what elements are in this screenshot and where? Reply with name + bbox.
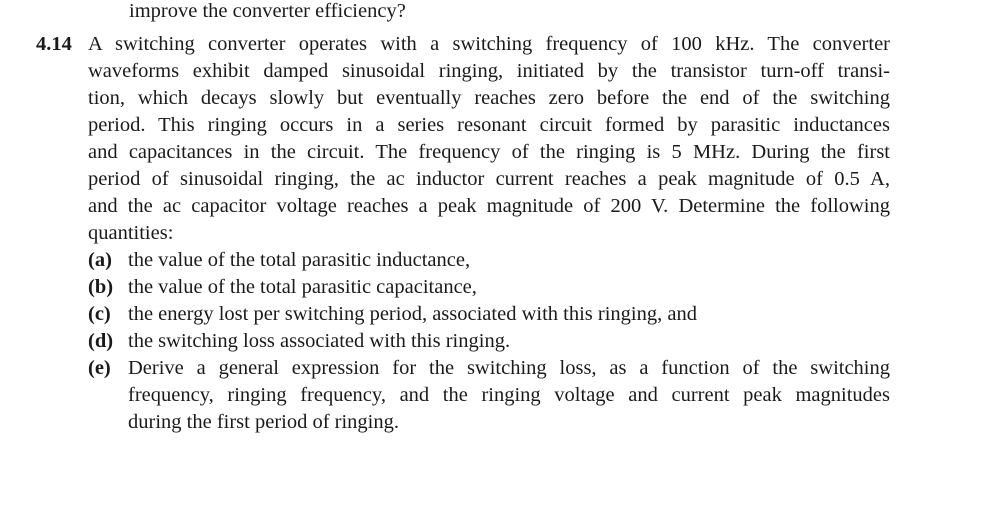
problem-line: A switching converter operates with a switching frequency of 100 kHz. The converter (88, 33, 890, 55)
part-d (88, 328, 890, 355)
part-label: (e) (88, 357, 111, 379)
part-text: the value of the total parasitic inductance, (128, 249, 471, 271)
part-label: (d) (88, 330, 114, 352)
part-label: (c) (88, 303, 111, 325)
previous-problem-continuation: improve the converter efficiency? (129, 0, 406, 22)
problem-line: quantities: (88, 222, 174, 244)
problem-line: period of sinusoidal ringing, the ac inductor current reaches a peak magnitude of 0.5 A, (88, 168, 890, 190)
problem-line: and the ac capacitor voltage reaches a peak magnitude of 200 V. Determine the following (88, 195, 890, 217)
part-text: frequency, ringing frequency, and the ringing voltage and current peak magnitudes (128, 384, 890, 406)
part-c (88, 301, 890, 328)
problem-line: period. This ringing occurs in a series resonant circuit formed by parasitic inductances (88, 114, 890, 136)
part-text: the switching loss associated with this ringing. (128, 330, 511, 352)
part-e (88, 355, 890, 436)
part-text: the energy lost per switching period, associated with this ringing, and (128, 303, 697, 325)
problem-line: waveforms exhibit damped sinusoidal ringing, initiated by the transistor turn-off transi- (88, 60, 890, 82)
problem-number: 4.14 (36, 33, 72, 55)
part-text: Derive a general expression for the switching loss, as a function of the switching (128, 357, 890, 379)
problem-statement (88, 31, 890, 247)
part-text: the value of the total parasitic capacitance, (128, 276, 477, 298)
part-a (88, 247, 890, 274)
problem-line: tion, which decays slowly but eventually reaches zero before the end of the switching (88, 87, 890, 109)
part-b (88, 274, 890, 301)
part-label: (b) (88, 276, 114, 298)
part-label: (a) (88, 249, 112, 271)
problem-4-14 (36, 31, 892, 433)
problem-line: and capacitances in the circuit. The frequency of the ringing is 5 MHz. During the first (88, 141, 890, 163)
part-text: during the first period of ringing. (128, 411, 400, 433)
problem-parts-list (88, 247, 890, 436)
